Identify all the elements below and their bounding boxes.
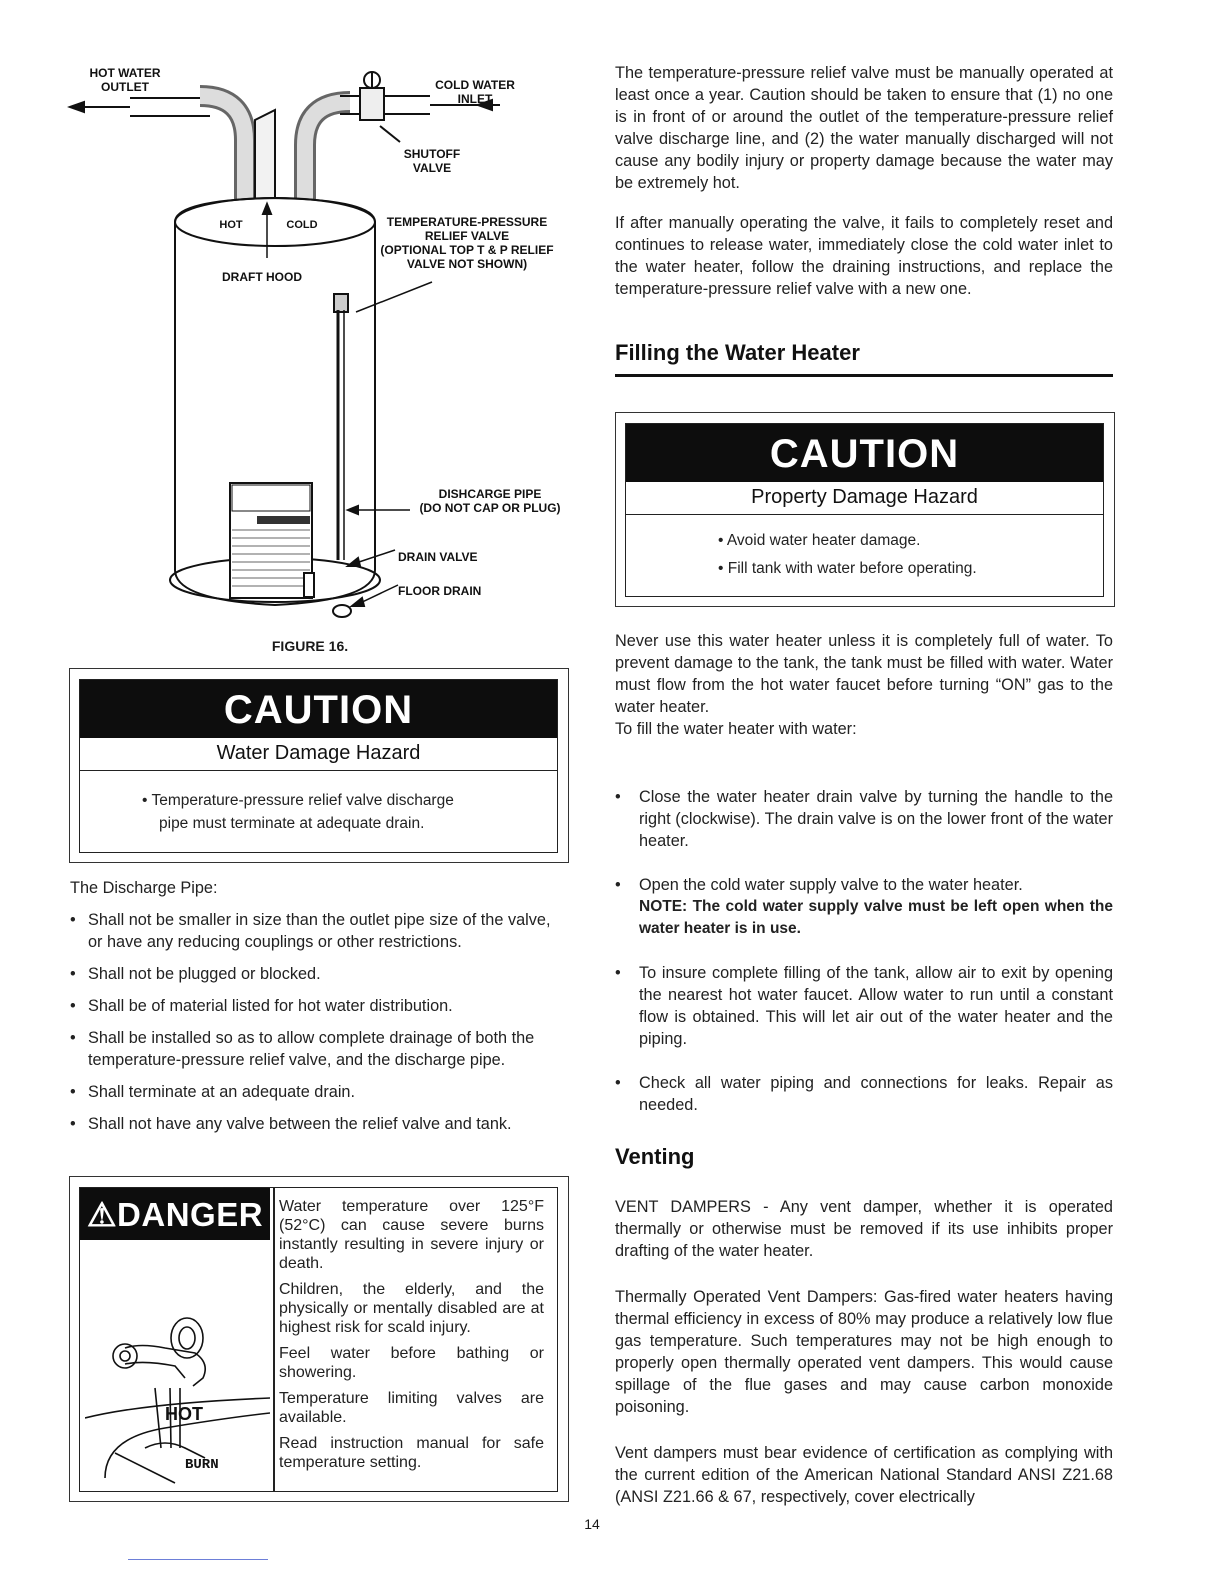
caution-bullet-line: pipe must terminate at adequate drain. <box>159 815 425 832</box>
danger-paragraph: Read instruction manual for safe temperature setting. <box>279 1435 544 1471</box>
label-cold-water-inlet: COLD WATER INLET <box>435 78 515 106</box>
footer-rule <box>128 1559 268 1560</box>
label-shutoff-valve: SHUTOFF VALVE <box>403 147 461 175</box>
scalding-faucet-illustration <box>85 1308 270 1488</box>
caution-banner: CAUTION <box>80 680 557 738</box>
water-heater-illustration <box>60 60 580 630</box>
list-item: • Shall be installed so as to allow complete drainage of both the temperature-pressure relief valve, and the discharge pipe. <box>70 1027 566 1071</box>
tp-valve-reset-paragraph: If after manually operating the valve, it fails to completely reset and continues to release water, immediately close the cold water inlet to the water heater, follow the draining instructions, and replace the temperature-pressure relief valve with a new one. <box>615 214 1113 298</box>
danger-box <box>69 1176 569 1502</box>
list-item: • Shall be of material listed for hot water distribution. <box>70 995 566 1017</box>
discharge-intro: The Discharge Pipe: <box>70 879 218 897</box>
danger-paragraph: Children, the elderly, and the physically or mentally disabled are at highest risk for scald injury. <box>279 1281 544 1336</box>
section-rule <box>615 374 1113 377</box>
caution-property-damage-box <box>615 412 1115 607</box>
danger-banner: ⚠DANGER <box>80 1188 270 1240</box>
burn-label: BURN <box>185 1457 219 1473</box>
label-cold: COLD <box>286 219 318 231</box>
list-item: • Open the cold water supply valve to the water heater. NOTE: The cold water supply valve must be left open when the water heater is in use. <box>615 874 1113 940</box>
list-item: • Shall not be plugged or blocked. <box>70 963 566 985</box>
tp-valve-operation-paragraph: The temperature-pressure relief valve must be manually operated at least once a year. Caution should be taken to ensure that (1) no one is in front of or around the outlet of the temperature-pressure relief valve discharge line, and (2) the water manually discharged will not cause any bodily injury or property damage because the water may be extremely hot. <box>615 64 1113 192</box>
label-discharge-pipe: DISHCARGE PIPE (DO NOT CAP OR PLUG) <box>419 487 561 515</box>
hot-label: HOT <box>165 1404 203 1424</box>
figure-caption: FIGURE 16. <box>271 638 349 654</box>
danger-paragraph: Temperature limiting valves are available. <box>279 1390 544 1426</box>
vent-dampers-paragraph: VENT DAMPERS - Any vent damper, whether it is operated thermally or otherwise must be removed if its use inhibits proper drafting of the water heater. <box>615 1198 1113 1260</box>
label-draft-hood: DRAFT HOOD <box>222 270 302 284</box>
certification-paragraph: Vent dampers must bear evidence of certification as complying with the current edition of the American National Standard ANSI Z21.68 (ANSI Z21.66 & 67, respectively, cover electrically <box>615 1444 1113 1506</box>
warning-triangle-icon: ⚠ <box>86 1196 118 1233</box>
section-heading-venting: Venting <box>615 1144 695 1169</box>
thermal-dampers-paragraph: Thermally Operated Vent Dampers: Gas-fired water heaters having thermal efficiency in excess of 80% may produce a relatively low flue gas temperature. Such temperatures may not be high enough to properly open thermally operated vent dampers. This would cause spillage of the flue gases and may cause carbon monoxide poisoning. <box>615 1288 1113 1416</box>
label-floor-drain: FLOOR DRAIN <box>398 584 482 598</box>
label-hot-water-outlet: HOT WATER OUTLET <box>89 66 161 94</box>
section-heading-filling: Filling the Water Heater <box>615 340 860 365</box>
page-number: 14 <box>584 1516 600 1532</box>
danger-paragraph: Water temperature over 125°F (52°C) can cause severe burns instantly resulting in severe injury or death. <box>279 1198 544 1272</box>
label-tp-relief-valve: TEMPERATURE-PRESSURE RELIEF VALVE (OPTIONAL TOP T & P RELIEF VALVE NOT SHOWN) <box>380 215 554 271</box>
fill-intro: To fill the water heater with water: <box>615 720 857 738</box>
discharge-requirements-list <box>70 909 566 1135</box>
label-drain-valve: DRAIN VALVE <box>398 550 478 564</box>
caution-subtitle: Water Damage Hazard <box>80 738 557 771</box>
caution-bullet: • Avoid water heater damage. <box>718 532 921 549</box>
caution-water-damage-box <box>69 668 569 863</box>
list-item: • Check all water piping and connections for leaks. Repair as needed. <box>615 1072 1113 1116</box>
list-item: • Shall terminate at an adequate drain. <box>70 1081 566 1103</box>
never-use-paragraph: Never use this water heater unless it is completely full of water. To prevent damage to the tank, the tank must be filled with water. Water must flow from the hot water faucet before turning “ON” gas to the water heater. <box>615 632 1113 716</box>
caution-subtitle: Property Damage Hazard <box>626 482 1103 515</box>
caution-banner: CAUTION <box>626 424 1103 482</box>
caution-bullet-line: • Temperature-pressure relief valve discharge <box>142 792 454 809</box>
list-item: • Shall not be smaller in size than the outlet pipe size of the valve, or have any reducing couplings or other restrictions. <box>70 909 566 953</box>
danger-paragraph: Feel water before bathing or showering. <box>279 1345 544 1381</box>
list-item: • To insure complete filling of the tank, allow air to exit by opening the nearest hot water faucet. Allow water to run until a constant flow is obtained. This will let air out of the water heater and the piping. <box>615 962 1113 1050</box>
fill-steps-list <box>615 786 1113 1116</box>
note-text: NOTE: The cold water supply valve must be left open when the water heater is in use. <box>639 898 1113 937</box>
label-hot: HOT <box>219 219 243 231</box>
list-item: • Close the water heater drain valve by turning the handle to the right (clockwise). The drain valve is on the lower front of the water heater. <box>615 786 1113 852</box>
list-item: • Shall not have any valve between the relief valve and tank. <box>70 1113 566 1135</box>
caution-bullet: • Fill tank with water before operating. <box>718 560 977 577</box>
